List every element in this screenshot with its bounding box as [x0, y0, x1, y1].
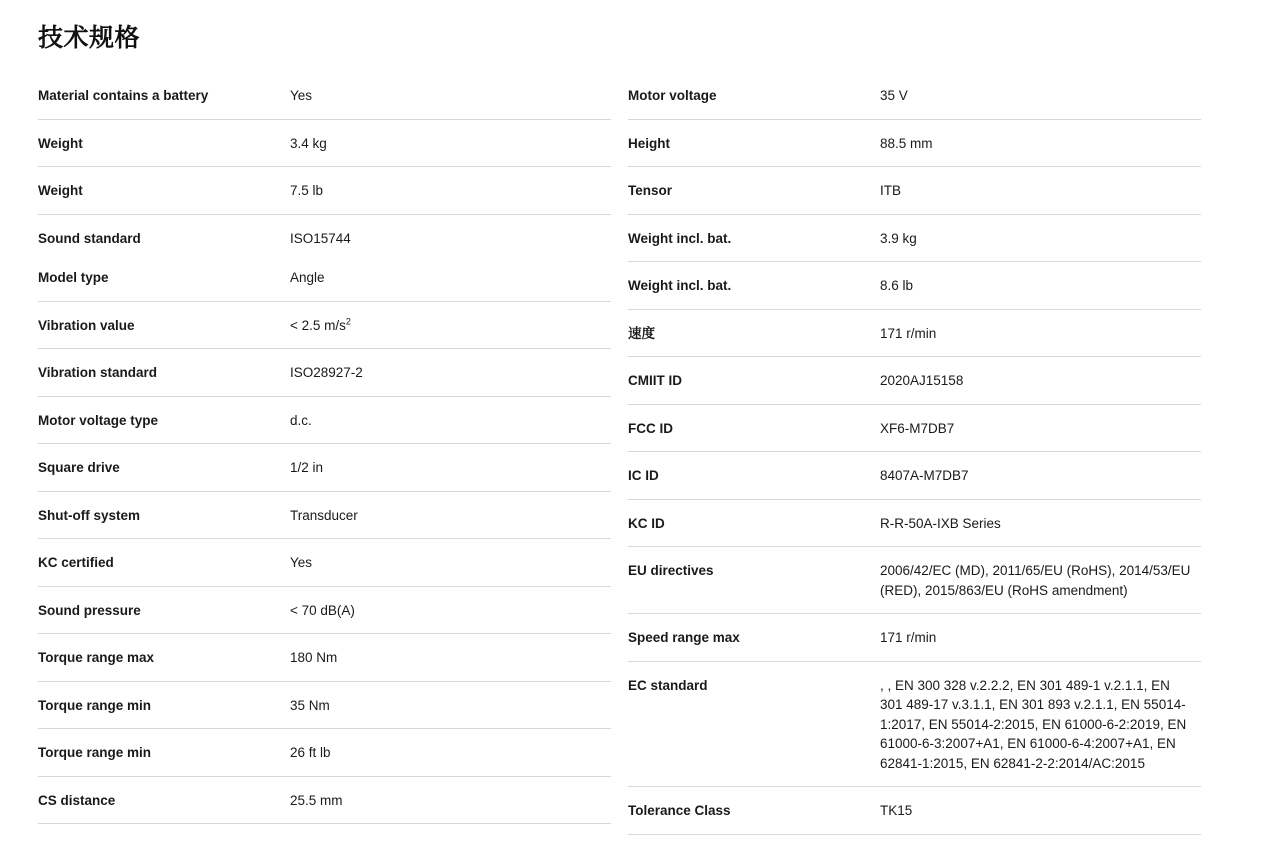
- spec-label: 速度: [628, 325, 655, 341]
- spec-row: [38, 729, 611, 777]
- spec-label: Weight: [38, 183, 83, 198]
- spec-row: [38, 72, 611, 120]
- spec-label: Sound pressure: [38, 602, 141, 618]
- spec-value: 26 ft lb: [290, 745, 331, 760]
- spec-value: Transducer: [290, 507, 358, 523]
- spec-column-right: [628, 72, 1201, 835]
- spec-label: Weight: [38, 135, 83, 151]
- spec-value: Angle: [290, 270, 325, 285]
- spec-row: [38, 254, 611, 302]
- spec-row: [38, 634, 611, 682]
- spec-value: ISO15744: [290, 230, 351, 246]
- spec-label: Motor voltage: [628, 88, 717, 103]
- spec-label: Speed range max: [628, 630, 740, 645]
- spec-value: 3.9 kg: [880, 230, 917, 246]
- spec-label: Square drive: [38, 460, 120, 475]
- spec-row: [38, 682, 611, 730]
- spec-row: [38, 492, 611, 540]
- spec-value: d.c.: [290, 412, 312, 428]
- spec-row: [628, 787, 1201, 835]
- spec-row: [628, 547, 1201, 614]
- spec-value: 171 r/min: [880, 325, 937, 341]
- spec-value: 88.5 mm: [880, 135, 933, 151]
- spec-label: Motor voltage type: [38, 412, 159, 428]
- spec-label: CMIIT ID: [628, 373, 682, 388]
- spec-row: [628, 72, 1201, 120]
- spec-value: TK15: [880, 803, 913, 818]
- spec-label: Weight incl. bat.: [628, 230, 732, 246]
- spec-value: ITB: [880, 183, 902, 198]
- spec-column-left: [38, 72, 611, 835]
- spec-row: [38, 539, 611, 587]
- spec-label: Height: [628, 135, 670, 151]
- spec-label: CS distance: [38, 792, 116, 808]
- spec-row: [628, 405, 1201, 453]
- spec-value: 180 Nm: [290, 650, 338, 665]
- spec-row: [38, 587, 611, 635]
- spec-value: < 70 dB(A): [290, 602, 355, 618]
- spec-label: EU directives: [628, 563, 714, 578]
- spec-row: [628, 452, 1201, 500]
- spec-row: [38, 777, 611, 825]
- spec-row: [628, 215, 1201, 263]
- spec-label: Torque range min: [38, 697, 152, 713]
- spec-value: 171 r/min: [880, 630, 937, 645]
- spec-label: Vibration standard: [38, 365, 158, 380]
- spec-row: [628, 120, 1201, 168]
- spec-row: [628, 262, 1201, 310]
- spec-label: Vibration value: [38, 317, 135, 333]
- spec-label: FCC ID: [628, 420, 673, 436]
- spec-value: < 2.5 $m/s^2$: [290, 316, 351, 333]
- spec-value: R-R-50A-IXB Series: [880, 515, 1001, 531]
- spec-label: KC ID: [628, 515, 665, 531]
- spec-label: Torque range min: [38, 745, 152, 760]
- spec-label: Tensor: [628, 183, 673, 198]
- spec-value: ISO28927-2: [290, 365, 363, 380]
- spec-label: Material contains a battery: [38, 88, 209, 103]
- spec-label: Sound standard: [38, 230, 141, 246]
- spec-value: 2006/42/EC (MD), 2011/65/EU (RoHS), 2014/53/EU (RED), 2015/863/EU (RoHS amendment): [880, 563, 1191, 598]
- spec-value: , , EN 300 328 v.2.2.2, EN 301 489-1 v.2.1.1, EN 301 489-17 v.3.1.1, EN 301 893 v.2.1.1, EN 55014-1:2017, EN 55014-2:2015, EN 61000-6-2:2019, EN 61000-6-3:2007+A1, EN 61000-6-4:2007+A1, EN 62841-1:2015, EN 62841-2-2:2014/AC:2015: [880, 677, 1187, 771]
- spec-label: Torque range max: [38, 650, 155, 665]
- spec-row: [38, 397, 611, 445]
- spec-value: 35 Nm: [290, 697, 330, 713]
- spec-row: [38, 302, 611, 350]
- spec-label: Tolerance Class: [628, 803, 731, 818]
- spec-value: 25.5 mm: [290, 792, 343, 808]
- spec-value: 3.4 kg: [290, 135, 327, 151]
- spec-label: Model type: [38, 270, 109, 285]
- spec-label: IC ID: [628, 468, 659, 483]
- spec-value: 2020AJ15158: [880, 373, 964, 388]
- spec-value: 1/2 in: [290, 460, 324, 475]
- spec-value: 7.5 lb: [290, 183, 324, 198]
- spec-value: XF6-M7DB7: [880, 420, 955, 436]
- spec-label: Shut-off system: [38, 507, 141, 523]
- spec-row: [38, 444, 611, 492]
- spec-label: Weight incl. bat.: [628, 278, 732, 293]
- spec-row: [628, 662, 1201, 788]
- spec-row: [38, 215, 611, 255]
- spec-row: [628, 614, 1201, 662]
- spec-row: [628, 167, 1201, 215]
- spec-value: 8407A-M7DB7: [880, 468, 969, 483]
- spec-row: [38, 349, 611, 397]
- spec-columns: [38, 72, 1229, 835]
- spec-label: EC standard: [628, 677, 708, 693]
- page-title: 技术规格: [38, 24, 141, 52]
- spec-row: [628, 310, 1201, 358]
- spec-value: Yes: [290, 88, 313, 103]
- spec-row: [628, 357, 1201, 405]
- spec-value: Yes: [290, 555, 313, 570]
- spec-row: [628, 500, 1201, 548]
- spec-value: 8.6 lb: [880, 278, 914, 293]
- spec-value: 35 V: [880, 88, 908, 103]
- spec-row: [38, 167, 611, 215]
- spec-row: [38, 120, 611, 168]
- spec-label: KC certified: [38, 555, 114, 570]
